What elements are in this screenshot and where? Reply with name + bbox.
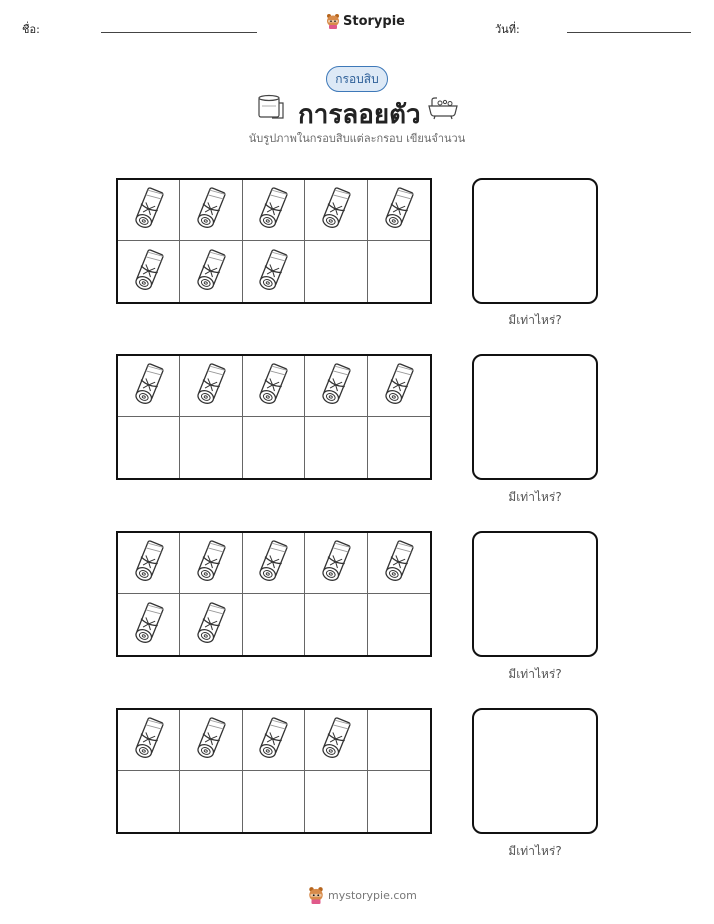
ten-frame-cell (305, 417, 367, 478)
ten-frame-cell (368, 241, 430, 302)
ten-frame-3 (116, 531, 432, 657)
ten-frame-cell (305, 594, 367, 655)
question-label-1: มีเท่าไหร่? (508, 313, 562, 327)
page-title: การลอยตัว (298, 100, 421, 130)
storypie-logo (326, 13, 405, 29)
ten-frame-cell (243, 710, 305, 771)
date-line[interactable] (567, 32, 691, 33)
rolled-towel-icon (317, 715, 355, 765)
rolled-towel-icon (380, 185, 418, 235)
ten-frame-cell (243, 417, 305, 478)
ten-frame-cell (368, 594, 430, 655)
ten-frame-cell (118, 594, 180, 655)
rolled-towel-icon (380, 538, 418, 588)
ten-frame-cell (180, 241, 242, 302)
name-line[interactable] (101, 32, 257, 33)
instructions: นับรูปภาพในกรอบสิบแต่ละกรอบ เขียนจำนวน (248, 132, 466, 145)
question-label-2: มีเท่าไหร่? (508, 490, 562, 504)
ten-frame-cell (368, 710, 430, 771)
ten-frame-cell (368, 771, 430, 832)
ten-frame-cell (368, 356, 430, 417)
ten-frame-cell (243, 180, 305, 241)
ten-frame-cell (368, 533, 430, 594)
footer-url: mystorypie.com (328, 888, 417, 902)
answer-box-4[interactable] (472, 708, 598, 834)
rolled-towel-icon (130, 361, 168, 411)
ten-frame-cell (368, 417, 430, 478)
bear-mascot-icon (326, 13, 340, 29)
ten-frame-cell (243, 594, 305, 655)
rolled-towel-icon (254, 247, 292, 297)
rolled-towel-icon (317, 538, 355, 588)
answer-box-1[interactable] (472, 178, 598, 304)
rolled-towel-icon (254, 185, 292, 235)
ten-frame-2 (116, 354, 432, 480)
rolled-towel-icon (192, 715, 230, 765)
ten-frame-cell (118, 417, 180, 478)
ten-frame-cell (243, 356, 305, 417)
ten-frame-1 (116, 178, 432, 304)
rolled-towel-icon (254, 538, 292, 588)
question-label-4: มีเท่าไหร่? (508, 844, 562, 858)
toilet-paper-icon (256, 94, 286, 120)
ten-frame-cell (243, 771, 305, 832)
bathtub-icon (426, 96, 460, 120)
rolled-towel-icon (130, 538, 168, 588)
ten-frame-cell (180, 356, 242, 417)
ten-frame-cell (118, 771, 180, 832)
ten-frame-cell (305, 533, 367, 594)
ten-frame-cell (180, 417, 242, 478)
rolled-towel-icon (130, 247, 168, 297)
ten-frame-cell (180, 771, 242, 832)
ten-frame-cell (368, 180, 430, 241)
question-label-3: มีเท่าไหร่? (508, 667, 562, 681)
rolled-towel-icon (130, 600, 168, 650)
footer (308, 886, 417, 904)
rolled-towel-icon (192, 600, 230, 650)
ten-frame-cell (305, 241, 367, 302)
date-label: วันที่: (495, 23, 520, 36)
ten-frame-cell (243, 533, 305, 594)
rolled-towel-icon (192, 361, 230, 411)
ten-frame-cell (243, 241, 305, 302)
ten-frame-cell (118, 241, 180, 302)
ten-frame-cell (305, 710, 367, 771)
rolled-towel-icon (254, 715, 292, 765)
ten-frame-cell (118, 710, 180, 771)
ten-frame-cell (305, 356, 367, 417)
ten-frame-cell (118, 356, 180, 417)
rolled-towel-icon (130, 715, 168, 765)
rolled-towel-icon (254, 361, 292, 411)
ten-frame-cell (305, 180, 367, 241)
ten-frame-cell (118, 180, 180, 241)
ten-frame-cell (305, 771, 367, 832)
rolled-towel-icon (192, 185, 230, 235)
rolled-towel-icon (130, 185, 168, 235)
ten-frame-cell (180, 710, 242, 771)
ten-frame-4 (116, 708, 432, 834)
rolled-towel-icon (380, 361, 418, 411)
brand-name: Storypie (343, 13, 405, 29)
bear-mascot-icon (308, 886, 324, 904)
ten-frame-cell (118, 533, 180, 594)
ten-frame-cell (180, 594, 242, 655)
name-label: ชื่อ: (22, 23, 40, 36)
answer-box-2[interactable] (472, 354, 598, 480)
topic-badge: กรอบสิบ (326, 66, 388, 92)
answer-box-3[interactable] (472, 531, 598, 657)
rolled-towel-icon (192, 247, 230, 297)
rolled-towel-icon (317, 185, 355, 235)
ten-frame-cell (180, 180, 242, 241)
rolled-towel-icon (317, 361, 355, 411)
ten-frame-cell (180, 533, 242, 594)
rolled-towel-icon (192, 538, 230, 588)
